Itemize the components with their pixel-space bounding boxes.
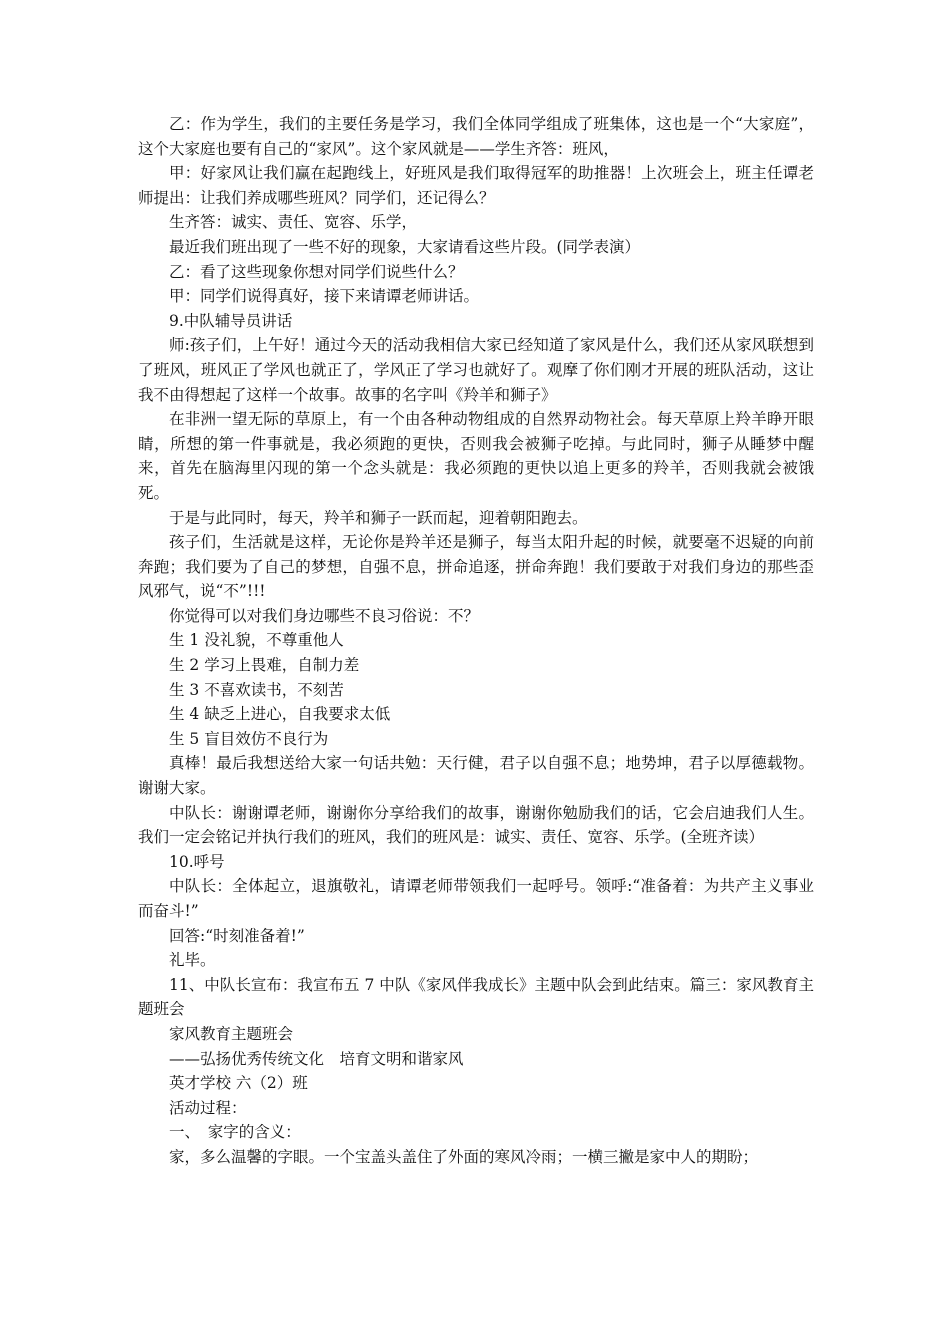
paragraph: 礼毕。 xyxy=(169,951,216,970)
paragraph: 甲：同学们说得真好，接下来请谭老师讲话。 xyxy=(169,287,480,306)
class-info: 英才学校 六（2）班 xyxy=(169,1074,308,1093)
paragraph: 在非洲一望无际的草原上，有一个由各种动物组成的自然界动物社会。每天草原上羚羊睁开眼睛，所想的第一件事就是，我必须跑的更快，否则我会被狮子吃掉。与此同时，狮子从睡梦中醒来，首先在脑海里闪现的第一个念头就是：我必须跑的更快以追上更多的羚羊，否则我就会被饿死。 xyxy=(138,410,814,502)
paragraph: 于是与此同时，每天，羚羊和狮子一跃而起，迎着朝阳跑去。 xyxy=(169,508,588,527)
paragraph: 11、中队长宣布：我宣布五 7 中队《家风伴我成长》主题中队会到此结束。篇三：家风教育主题班会 xyxy=(138,975,814,1019)
paragraph: 你觉得可以对我们身边哪些不良习俗说：不？ xyxy=(169,606,480,625)
document-subtitle: ——弘扬优秀传统文化 培育文明和谐家风 xyxy=(169,1049,464,1068)
paragraph: 生齐答：诚实、责任、宽容、乐学， xyxy=(169,213,418,232)
paragraph: 师:孩子们，上午好！通过今天的活动我相信大家已经知道了家风是什么，我们还从家风联想到了班风，班风正了学风也就正了，学风正了学习也就好了。观摩了你们刚才开展的班队活动，这让我不由得想起了这样一个故事。故事的名字叫《羚羊和狮子》 xyxy=(138,336,814,404)
paragraph: 真棒！最后我想送给大家一句话共勉：天行健，君子以自强不息；地势坤，君子以厚德载物。谢谢大家。 xyxy=(138,754,814,798)
paragraph: 家，多么温馨的字眼。一个宝盖头盖住了外面的寒风冷雨；一横三撇是家中人的期盼； xyxy=(169,1147,759,1166)
paragraph: 乙：作为学生，我们的主要任务是学习，我们全体同学组成了班集体，这也是一个“大家庭”，这个大家庭也要有自己的“家风”。这个家风就是——学生齐答：班风， xyxy=(138,115,814,158)
paragraph: 甲：好家风让我们赢在起跑线上，好班风是我们取得冠军的助推器！上次班会上，班主任谭老师提出：让我们养成哪些班风？同学们，还记得么？ xyxy=(138,164,814,207)
list-item: 生 2 学习上畏难，自制力差 xyxy=(169,656,360,675)
document-body xyxy=(138,112,814,1170)
paragraph: 回答:“时刻准备着!” xyxy=(169,926,305,945)
paragraph: 中队长：谢谢谭老师，谢谢你分享给我们的故事，谢谢你勉励我们的话，它会启迪我们人生。我们一定会铭记并执行我们的班风，我们的班风是：诚实、责任、宽容、乐学。(全班齐读） xyxy=(138,803,814,847)
section-heading: 9.中队辅导员讲话 xyxy=(169,311,293,330)
section-heading: 一、 家字的含义： xyxy=(169,1123,301,1142)
section-heading: 活动过程： xyxy=(169,1098,247,1117)
list-item: 生 1 没礼貌，不尊重他人 xyxy=(169,631,344,650)
section-heading: 10.呼号 xyxy=(169,852,225,871)
paragraph: 最近我们班出现了一些不好的现象，大家请看这些片段。(同学表演） xyxy=(169,237,641,256)
document-title: 家风教育主题班会 xyxy=(169,1024,294,1043)
list-item: 生 3 不喜欢读书，不刻苦 xyxy=(169,680,344,699)
paragraph: 乙：看了这些现象你想对同学们说些什么？ xyxy=(169,262,464,281)
paragraph: 孩子们，生活就是这样，无论你是羚羊还是狮子，每当太阳升起的时候，就要毫不迟疑的向前奔跑；我们要为了自己的梦想，自强不息，拼命追逐，拼命奔跑！我们要敢于对我们身边的那些歪风邪气，说“不”!!! xyxy=(138,533,814,601)
list-item: 生 5 盲目效仿不良行为 xyxy=(169,729,329,748)
list-item: 生 4 缺乏上进心，自我要求太低 xyxy=(169,705,391,724)
paragraph: 中队长：全体起立，退旗敬礼，请谭老师带领我们一起呼号。领呼:“准备着：为共产主义事业而奋斗!” xyxy=(138,877,814,920)
